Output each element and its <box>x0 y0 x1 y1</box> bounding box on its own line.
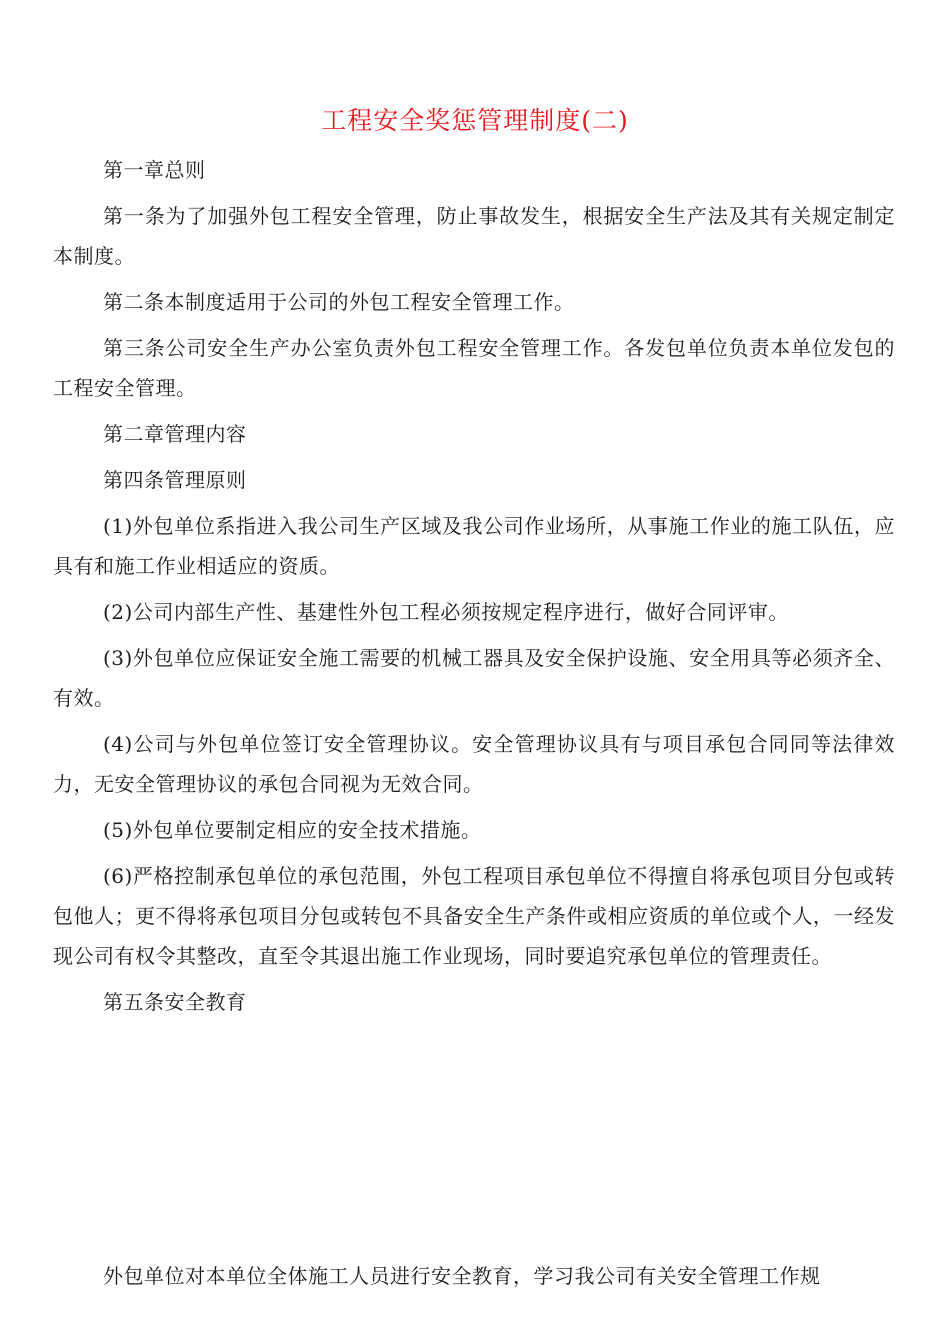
document-title: 工程安全奖惩管理制度(二) <box>321 106 629 135</box>
list-item: (6)严格控制承包单位的承包范围，外包工程项目承包单位不得擅自将承包项目分包或转包他人；更不得将承包项目分包或转包不具备安全生产条件或相应资质的单位或个人，一经发现公司有权令其整改，直至令其退出施工作业现场，同时要追究承包单位的管理责任。 <box>53 864 895 968</box>
list-item: (4)公司与外包单位签订安全管理协议。安全管理协议具有与项目承包合同同等法律效力，无安全管理协议的承包合同视为无效合同。 <box>53 732 895 796</box>
chapter-heading: 第二章管理内容 <box>103 422 247 446</box>
list-item: (2)公司内部生产性、基建性外包工程必须按规定程序进行，做好合同评审。 <box>103 600 789 624</box>
article-heading: 第五条安全教育 <box>103 990 247 1014</box>
paragraph: 第二条本制度适用于公司的外包工程安全管理工作。 <box>103 290 575 314</box>
paragraph: 外包单位对本单位全体施工人员进行安全教育，学习我公司有关安全管理工作规 <box>103 1264 821 1288</box>
article-heading: 第四条管理原则 <box>103 468 247 492</box>
paragraph: 第一条为了加强外包工程安全管理，防止事故发生，根据安全生产法及其有关规定制定本制度。 <box>53 204 895 268</box>
paragraph: 第三条公司安全生产办公室负责外包工程安全管理工作。各发包单位负责本单位发包的工程安全管理。 <box>53 336 895 400</box>
list-item: (1)外包单位系指进入我公司生产区域及我公司作业场所，从事施工作业的施工队伍，应具有和施工作业相适应的资质。 <box>53 514 895 578</box>
document-body <box>53 150 895 1028</box>
list-item: (3)外包单位应保证安全施工需要的机械工器具及安全保护设施、安全用具等必须齐全、有效。 <box>53 646 895 710</box>
list-item: (5)外包单位要制定相应的安全技术措施。 <box>103 818 482 842</box>
chapter-heading: 第一章总则 <box>103 158 206 182</box>
